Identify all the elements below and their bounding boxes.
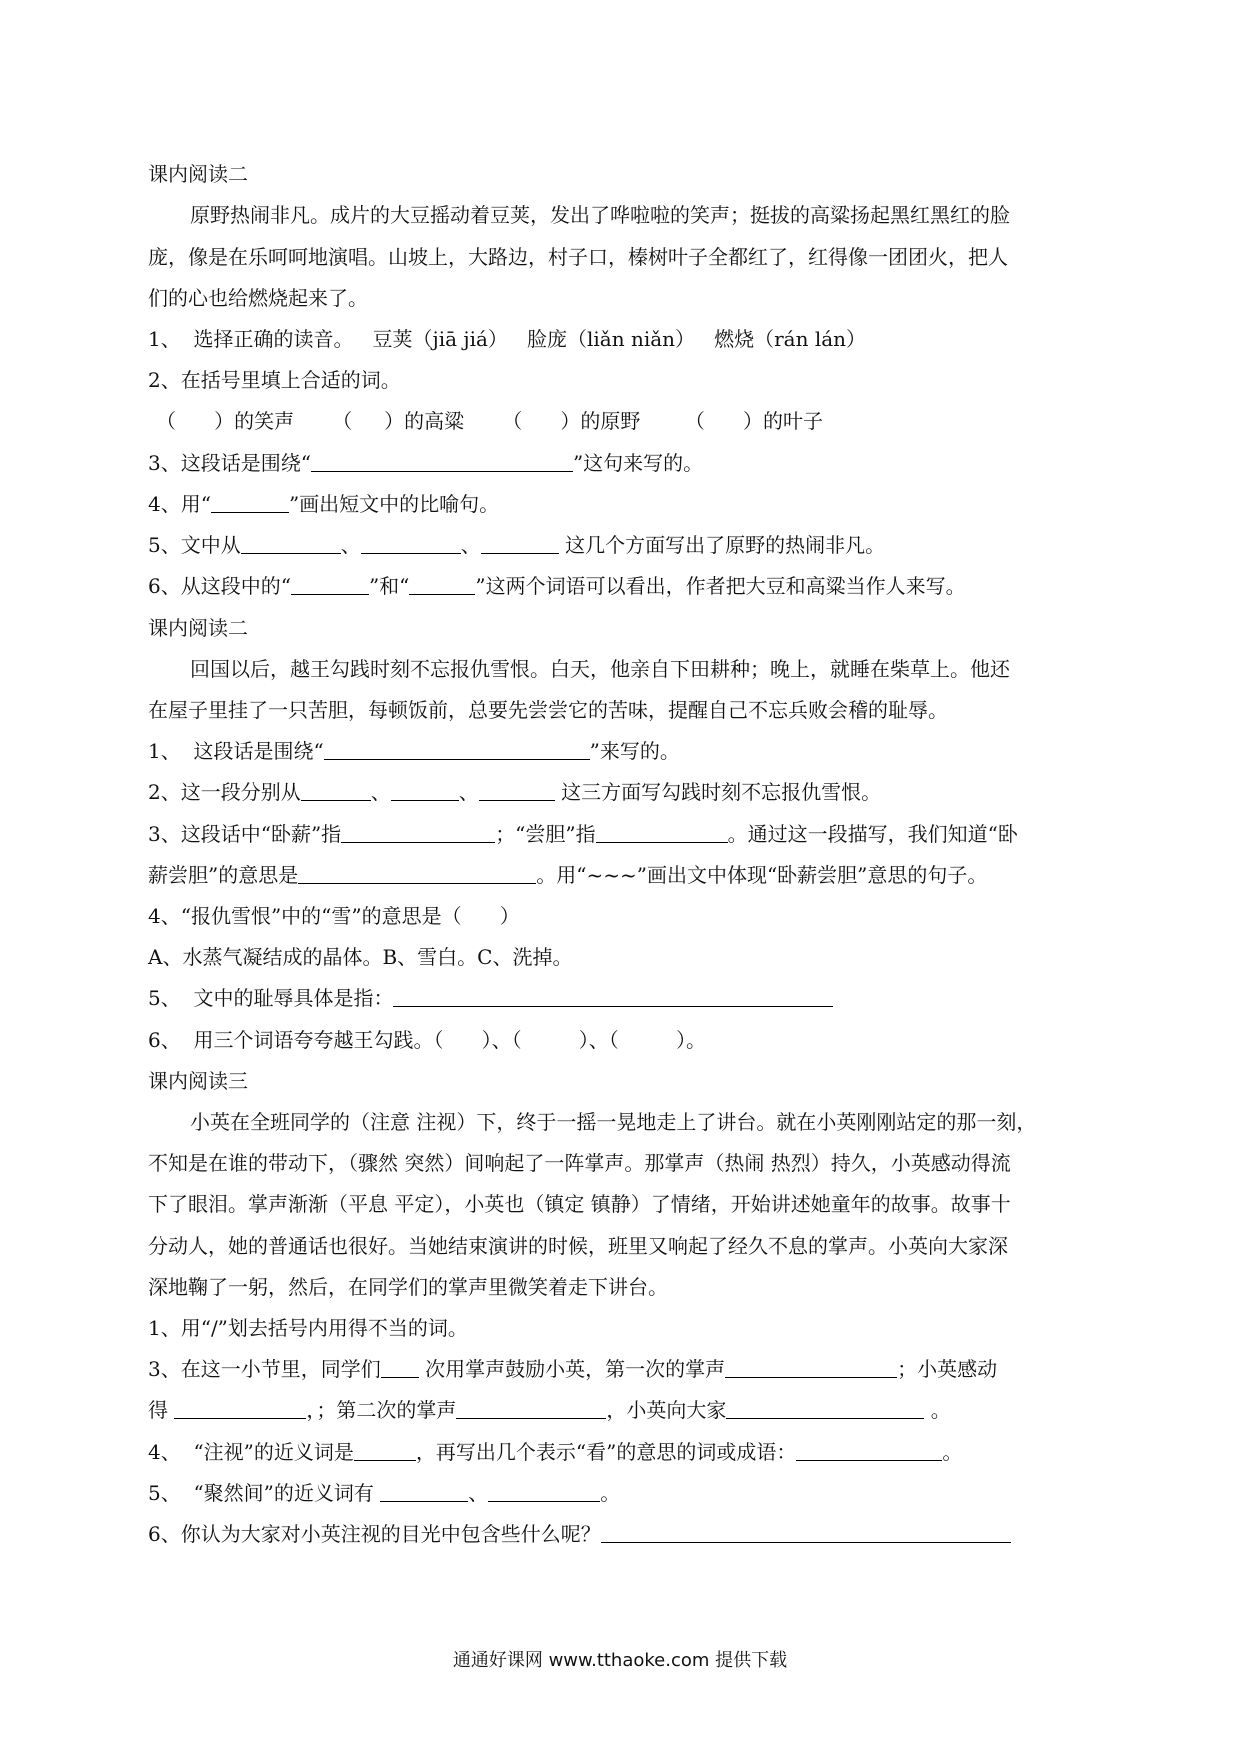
- section-2-question-5: [148, 984, 833, 1012]
- section-1-para-line-2: 庞，像是在乐呵呵地演唱。山坡上，大路边，村子口，榛树叶子全都红了，红得像一团团火，把人: [148, 245, 1008, 269]
- q-text: 、: [458, 780, 479, 804]
- answer-blank[interactable]: [488, 1481, 600, 1502]
- answer-blank[interactable]: [354, 1440, 416, 1461]
- section-3-question-4: [148, 1438, 962, 1466]
- answer-blank[interactable]: [324, 739, 590, 760]
- q-text: 次用掌声鼓励小英，第一次的掌声: [418, 1357, 726, 1381]
- answer-blank[interactable]: [481, 533, 559, 554]
- answer-blank[interactable]: [380, 1481, 468, 1502]
- q-text: 、: [340, 533, 361, 557]
- answer-blank[interactable]: [311, 451, 573, 472]
- section-2-para-line-1: 回国以后，越王勾践时刻不忘报仇雪恨。白天，他亲自下田耕种；晚上，就睡在柴草上。他还: [190, 657, 1010, 681]
- section-1-question-1: 1、 选择正确的读音。 豆荚（jiā jiá） 脸庞（liǎn niǎn） 燃烧（rán lán）: [148, 327, 867, 351]
- section-2-question-4-options: A、水蒸气凝结成的晶体。B、雪白。C、洗掉。: [148, 945, 573, 969]
- section-1-title: 课内阅读二: [148, 162, 248, 186]
- section-3-question-5: [148, 1479, 620, 1507]
- section-3-para-line-3: 下了眼泪。掌声渐渐（平息 平定），小英也（镇定 镇静）了情绪，开始讲述她童年的故事。故事十: [148, 1192, 1011, 1216]
- answer-blank[interactable]: [391, 780, 459, 801]
- section-2-title: 课内阅读二: [148, 616, 248, 640]
- q-text: ；“尝胆”指: [495, 822, 596, 846]
- section-2-para-line-2: 在屋子里挂了一只苦胆，每顿饭前，总要先尝尝它的苦味，提醒自己不忘兵败会稽的耻辱。: [148, 698, 948, 722]
- section-1-question-2: 2、在括号里填上合适的词。: [148, 368, 401, 392]
- q-text: ，；第二次的掌声: [306, 1398, 457, 1422]
- section-1-question-4: [148, 490, 499, 518]
- q-text: ；小英感动: [897, 1357, 998, 1381]
- answer-blank[interactable]: [211, 492, 289, 513]
- answer-blank[interactable]: [361, 533, 461, 554]
- answer-blank[interactable]: [341, 822, 495, 843]
- q-text: 3、这段话是围绕“: [148, 451, 311, 475]
- q-text: 、: [460, 533, 481, 557]
- q-text: ”画出短文中的比喻句。: [288, 492, 500, 516]
- section-2-question-3-line-1: [148, 820, 1018, 848]
- q-text: ”这句来写的。: [572, 451, 704, 475]
- section-3-question-6: [148, 1520, 1011, 1548]
- section-3-para-line-2: 不知是在谁的带动下，（骤然 突然）间响起了一阵掌声。那掌声（热闹 热烈）持久，小英感动得流: [148, 1151, 1011, 1175]
- section-3-question-1: 1、用“/”划去括号内用得不当的词。: [148, 1316, 468, 1340]
- q-text: 4、 “注视”的近义词是: [148, 1440, 354, 1464]
- section-1-para-line-3: 们的心也给燃烧起来了。: [148, 286, 368, 310]
- section-2-question-1: [148, 737, 680, 765]
- section-3-question-3-line-2: [148, 1396, 951, 1424]
- section-2-question-4: 4、“报仇雪恨”中的“雪”的意思是（ ）: [148, 904, 520, 928]
- q-text: 1、 这段话是围绕“: [148, 739, 324, 763]
- section-2-question-6: 6、 用三个词语夸夸越王勾践。（ ）、（ ）、（ ）。: [148, 1028, 707, 1052]
- q-text: 3、这段话中“卧薪”指: [148, 822, 342, 846]
- section-2-question-3-line-2: [148, 861, 987, 889]
- q-text: ”这两个词语可以看出，作者把大豆和高粱当作人来写。: [475, 574, 966, 598]
- section-1-para-line-1: 原野热闹非凡。成片的大豆摇动着豆荚，发出了哗啦啦的笑声；挺拔的高粱扬起黑红黑红的脸: [190, 203, 1010, 227]
- answer-blank[interactable]: [301, 780, 371, 801]
- q-text: 、: [468, 1481, 489, 1505]
- answer-blank[interactable]: [726, 1398, 924, 1419]
- section-2-question-2: [148, 778, 881, 806]
- q-text: 这几个方面写出了原野的热闹非凡。: [558, 533, 886, 557]
- section-1-question-5: [148, 531, 885, 559]
- q-text: ”和“: [368, 574, 410, 598]
- section-1-question-6: [148, 572, 966, 600]
- answer-blank[interactable]: [725, 1357, 897, 1378]
- q-text: ，小英向大家: [606, 1398, 727, 1422]
- q-text: 。: [600, 1481, 621, 1505]
- q-text: 2、这一段分别从: [148, 780, 301, 804]
- answer-blank[interactable]: [479, 780, 555, 801]
- q-text: ，再写出几个表示“看”的意思的词或成语：: [415, 1440, 797, 1464]
- answer-blank[interactable]: [241, 533, 341, 554]
- section-3-para-line-5: 深地鞠了一躬，然后，在同学们的掌声里微笑着走下讲台。: [148, 1275, 668, 1299]
- section-3-title: 课内阅读三: [148, 1069, 248, 1093]
- q-text: 6、从这段中的“: [148, 574, 291, 598]
- answer-blank[interactable]: [596, 822, 728, 843]
- answer-blank[interactable]: [174, 1398, 306, 1419]
- q-text: 。通过这一段描写，我们知道“卧: [727, 822, 1018, 846]
- answer-blank[interactable]: [393, 986, 833, 1007]
- answer-blank[interactable]: [409, 574, 475, 595]
- q-text: 5、文中从: [148, 533, 241, 557]
- section-3-para-line-4: 分动人，她的普通话也很好。当她结束演讲的时候，班里又响起了经久不息的掌声。小英向大家深: [148, 1234, 1008, 1258]
- section-3-question-3-line-1: [148, 1355, 997, 1383]
- footer-text: 通通好课网 www.tthaoke.com 提供下载: [452, 1650, 788, 1671]
- q-text: 5、 “聚然间”的近义词有: [148, 1481, 381, 1505]
- q-text: 薪尝胆”的意思是: [148, 863, 299, 887]
- q-text: 、: [370, 780, 391, 804]
- answer-blank[interactable]: [796, 1440, 942, 1461]
- q-text: 。用“~~~”画出文中体现“卧薪尝胆”意思的句子。: [536, 863, 988, 887]
- answer-blank[interactable]: [298, 863, 536, 884]
- answer-blank[interactable]: [456, 1398, 606, 1419]
- q-text: 。: [924, 1398, 951, 1422]
- q-text: 5、 文中的耻辱具体是指：: [148, 986, 394, 1010]
- q-text: 。: [942, 1440, 963, 1464]
- answer-blank[interactable]: [381, 1357, 419, 1378]
- q-text: 这三方面写勾践时刻不忘报仇雪恨。: [554, 780, 882, 804]
- q-text: ”来写的。: [589, 739, 680, 763]
- answer-blank[interactable]: [601, 1522, 1011, 1543]
- section-3-para-line-1: 小英在全班同学的（注意 注视）下，终于一摇一晃地走上了讲台。就在小英刚刚站定的那一刻，: [190, 1110, 1037, 1134]
- q-text: 3、在这一小节里，同学们: [148, 1357, 381, 1381]
- answer-blank[interactable]: [291, 574, 369, 595]
- q-text: 6、你认为大家对小英注视的目光中包含些什么呢？: [148, 1522, 601, 1546]
- q-text: 得: [148, 1398, 175, 1422]
- q-text: 4、用“: [148, 492, 211, 516]
- section-1-question-2-blanks: （ ）的笑声 （ ）的高粱 （ ）的原野 （ ）的叶子: [156, 409, 824, 433]
- section-1-question-3: [148, 449, 703, 477]
